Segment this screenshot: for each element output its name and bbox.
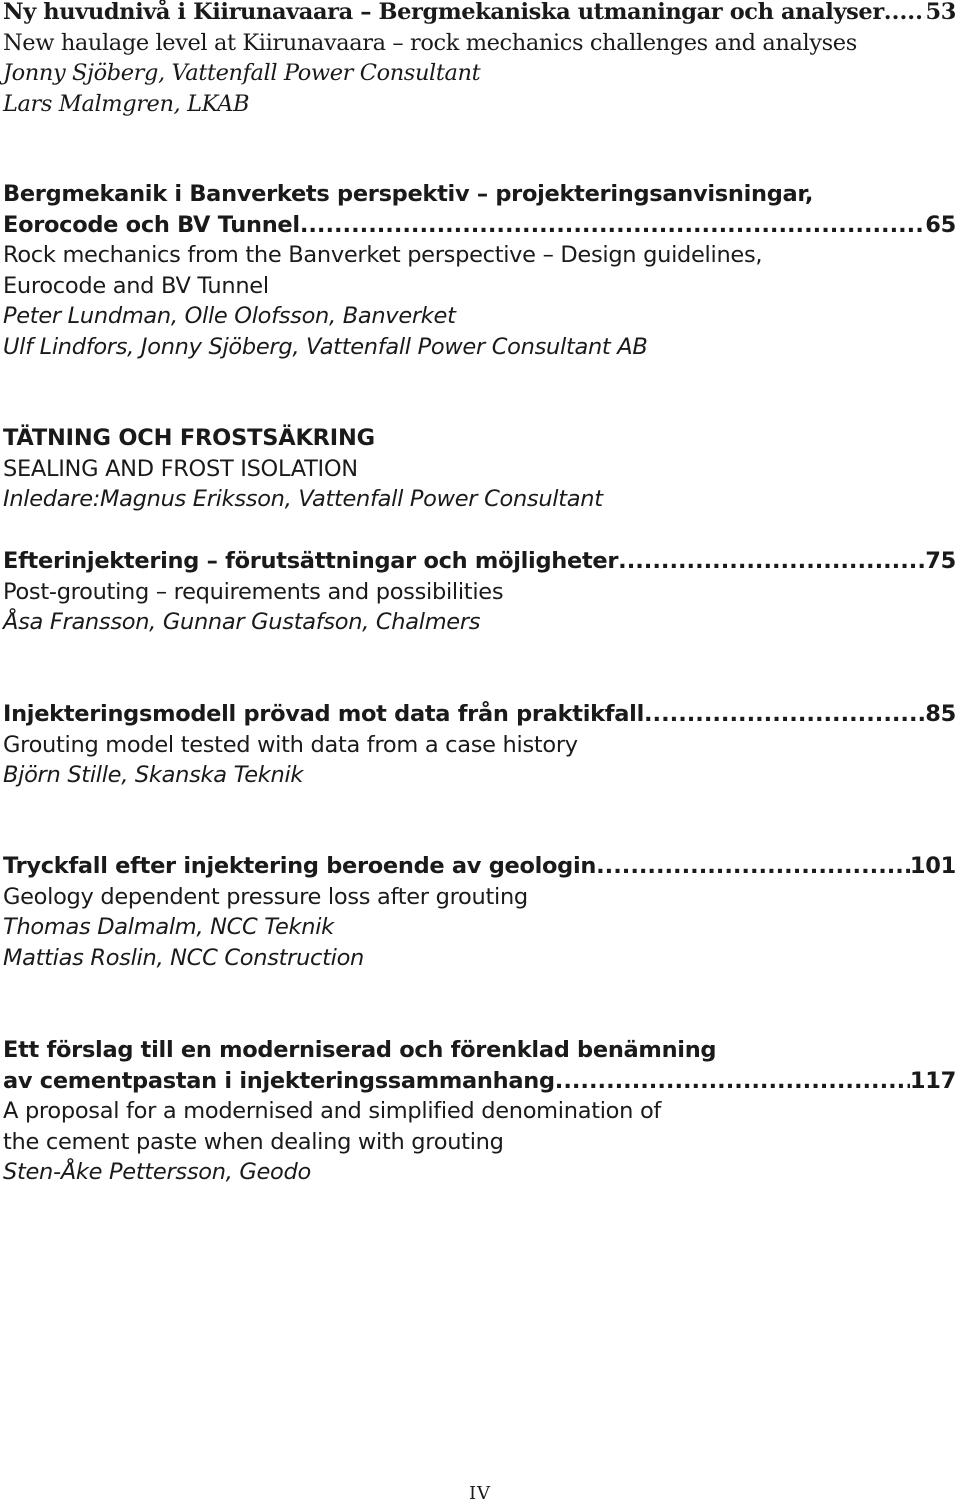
toc-entry-title (3, 0, 956, 28)
entry-title-text: Ny huvudnivå i Kiirunavaara – Bergmekaniska utmaningar och analyser (3, 0, 884, 25)
entry-english-title: Grouting model tested with data from a case history (3, 731, 578, 758)
page-number-folio: IV (468, 1483, 492, 1504)
entry-english-title: the cement paste when dealing with grouting (3, 1128, 504, 1155)
entry-author: Thomas Dalmalm, NCC Teknik (3, 914, 334, 940)
entry-english-title: Rock mechanics from the Banverket perspective – Design guidelines, (3, 242, 763, 268)
entry-page-number: 75 (925, 548, 956, 574)
entry-author: Åsa Fransson, Gunnar Gustafson, Chalmers (3, 609, 481, 635)
entry-title-text: Ett förslag till en moderniserad och förenklad benämning (3, 1037, 717, 1063)
entry-author: Sten-Åke Pettersson, Geodo (3, 1159, 311, 1185)
entry-english-title: Geology dependent pressure loss after grouting (3, 883, 528, 910)
entry-page-number: 117 (909, 1067, 956, 1094)
dot-leader (644, 699, 925, 730)
dot-leader (300, 210, 925, 241)
section-title: TÄTNING OCH FROSTSÄKRING (3, 425, 375, 451)
entry-title-text: Bergmekanik i Banverkets perspektiv – projekteringsanvisningar, (3, 181, 814, 207)
section-subtitle: SEALING AND FROST ISOLATION (3, 455, 358, 482)
toc-entry-cementpasta (3, 1035, 956, 1188)
toc-entry-title (3, 210, 956, 241)
entry-title-text: Eorocode och BV Tunnel (3, 211, 300, 238)
entry-title-text: av cementpastan i injekteringssammanhang (3, 1067, 555, 1094)
entry-author: Björn Stille, Skanska Teknik (3, 762, 304, 788)
toc-entry-title (3, 699, 956, 730)
toc-entry-title (3, 1066, 956, 1097)
entry-author: Peter Lundman, Olle Olofsson, Banverket (3, 303, 456, 329)
toc-entry-banverket (3, 179, 956, 362)
dot-leader (884, 0, 926, 28)
entry-english-title: A proposal for a modernised and simplified denomination of (3, 1098, 662, 1124)
entry-author: Ulf Lindfors, Jonny Sjöberg, Vattenfall Power Consultant AB (3, 333, 648, 360)
dot-leader (555, 1066, 910, 1097)
toc-entry-efterinjektering (3, 546, 956, 638)
dot-leader (618, 546, 925, 577)
entry-author: Mattias Roslin, NCC Construction (3, 944, 365, 971)
entry-author: Lars Malmgren, LKAB (3, 90, 250, 117)
entry-page-number: 53 (925, 0, 956, 25)
toc-entry-injekteringsmodell (3, 699, 956, 791)
toc-entry-title (3, 851, 956, 882)
toc-entry-title (3, 546, 956, 577)
entry-english-title: New haulage level at Kiirunavaara – rock mechanics challenges and analyses (3, 29, 857, 56)
entry-title-text: Tryckfall efter injektering beroende av geologin (3, 853, 597, 879)
entry-title-text: Efterinjektering – förutsättningar och möjligheter (3, 548, 619, 574)
toc-section (3, 423, 956, 515)
entry-author: Jonny Sjöberg, Vattenfall Power Consultant (3, 60, 481, 86)
entry-title-text: Injekteringsmodell prövad mot data från praktikfall (3, 701, 644, 727)
entry-page-number: 101 (909, 853, 956, 879)
entry-english-title: Post-grouting – requirements and possibilities (3, 578, 504, 605)
entry-page-number: 65 (925, 211, 956, 238)
entry-english-title: Eurocode and BV Tunnel (3, 272, 269, 299)
toc-entry-tryckfall (3, 851, 956, 973)
dot-leader (596, 851, 910, 882)
toc-entry-kiirunavaara (3, 0, 956, 119)
entry-page-number: 85 (925, 701, 956, 727)
section-leader: Inledare:Magnus Eriksson, Vattenfall Power Consultant (3, 486, 603, 512)
